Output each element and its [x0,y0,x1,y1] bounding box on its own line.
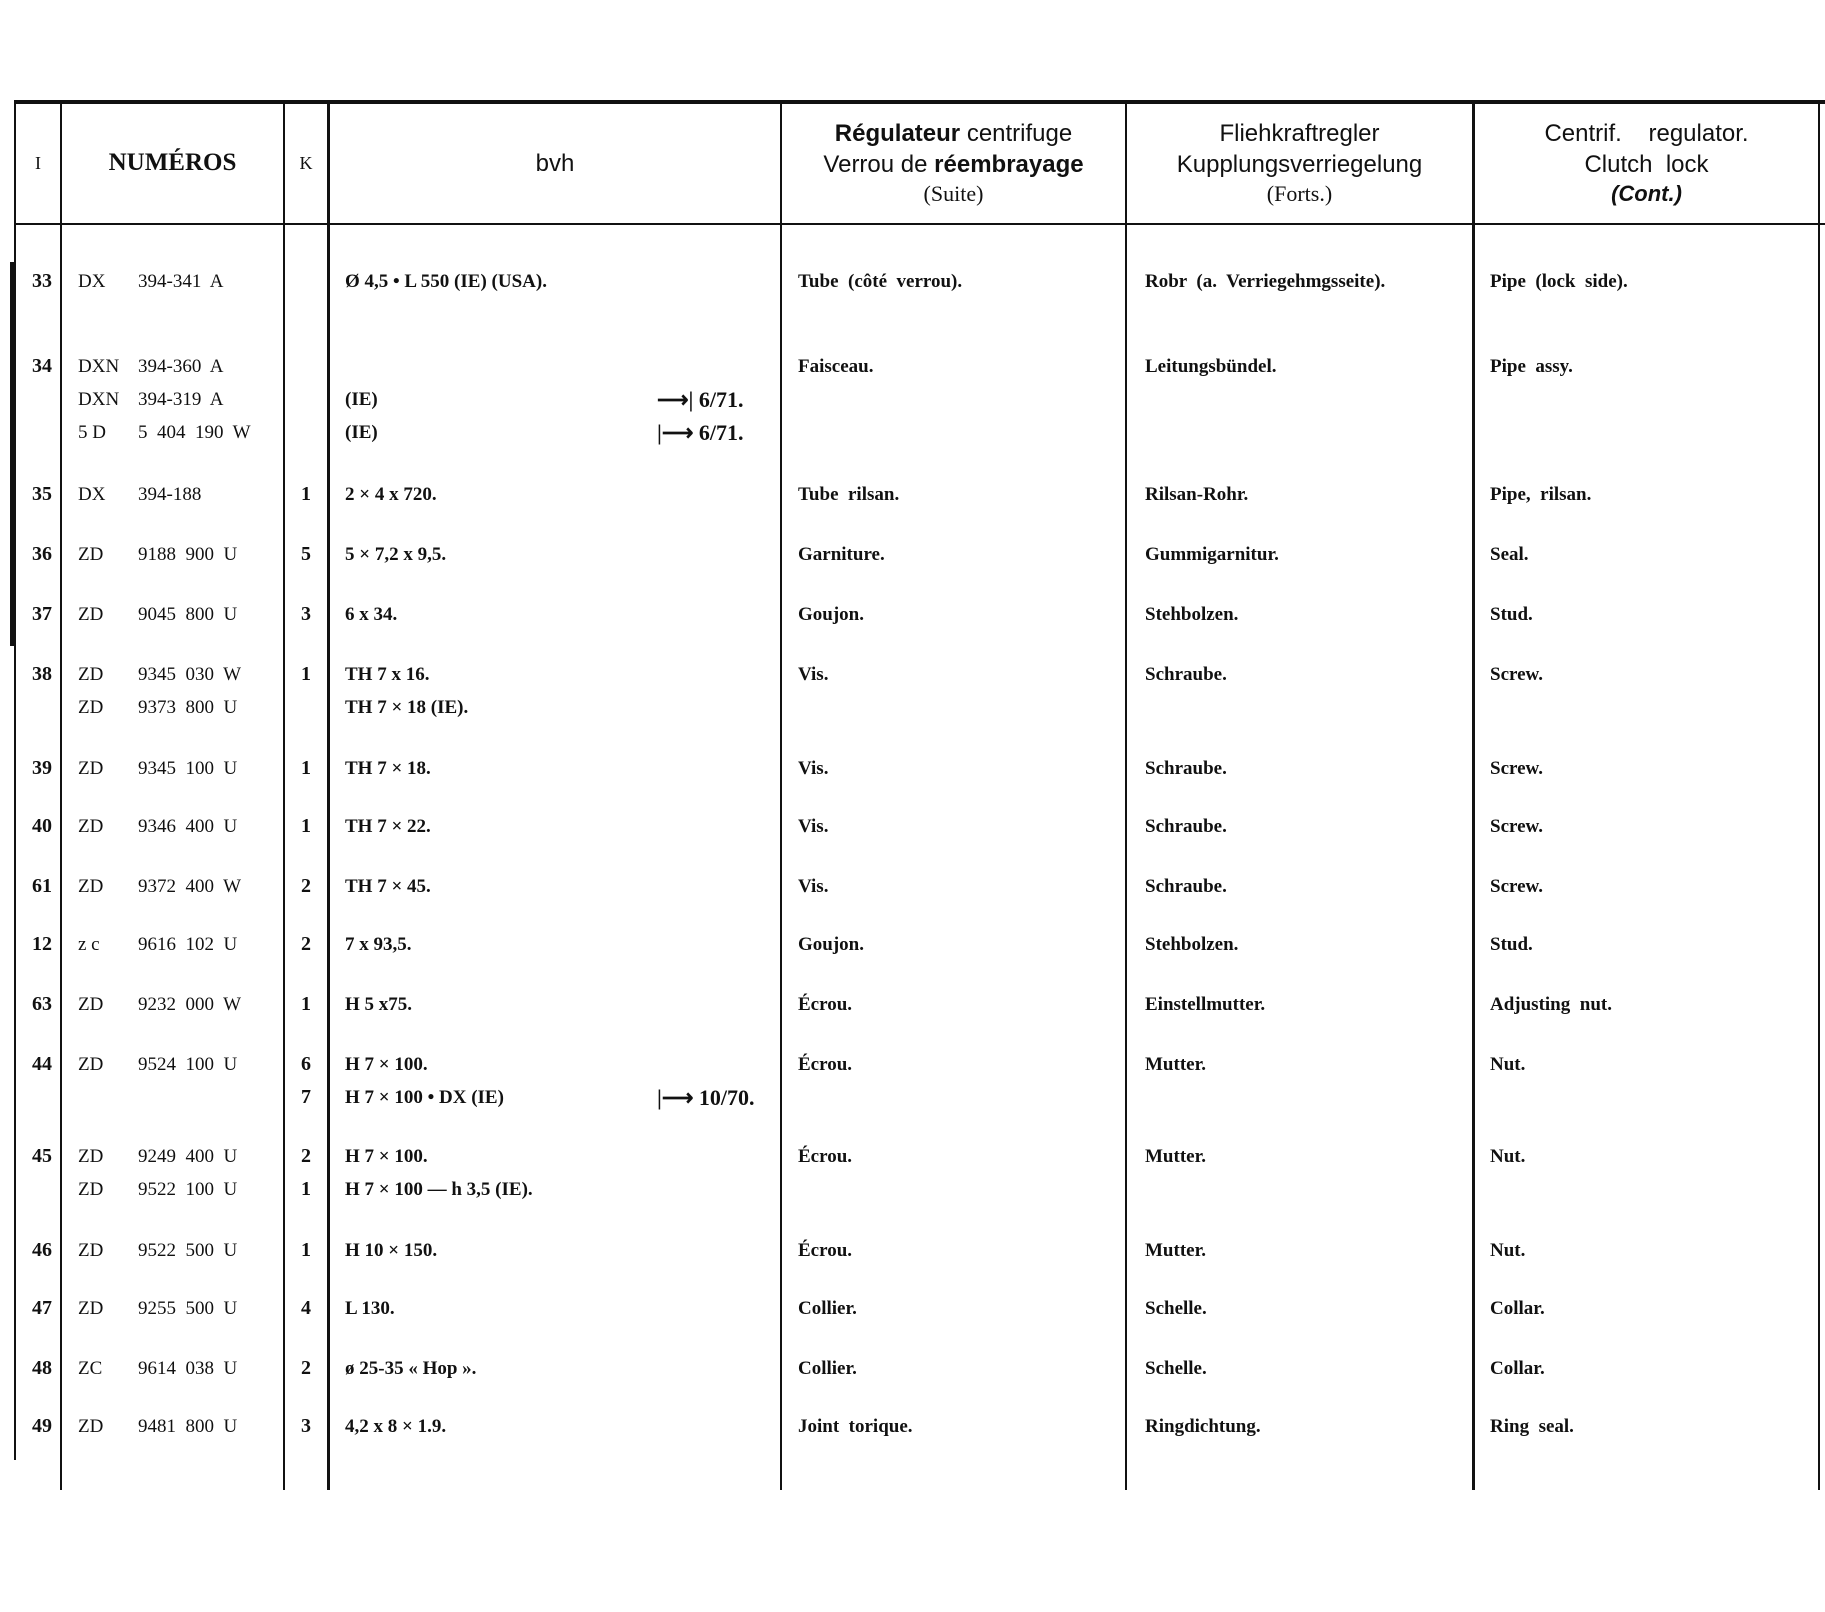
spec-line [345,752,765,785]
specification [345,1292,765,1325]
spec-line [345,810,765,843]
part-code: 9372 400 W [138,876,242,897]
item-number: 47 [32,1297,52,1319]
spec-line [345,538,765,571]
part-references [78,1048,278,1081]
item-number: 61 [32,875,52,897]
header-rule [14,223,1825,225]
quantity-value: 2 [301,1145,311,1167]
spec-text: H 7 × 100 — h 3,5 (IE). [345,1179,533,1200]
description-french: Vis. [798,758,829,779]
description-german: Schraube. [1145,758,1227,779]
part-number [78,265,278,298]
part-number [78,1234,278,1267]
quantity-value: 1 [301,1239,311,1261]
description-english: Seal. [1490,544,1529,565]
part-prefix: ZD [78,816,104,837]
specification [345,538,765,571]
specification [345,870,765,903]
spec-text: 6 x 34. [345,604,398,625]
item-number: 45 [32,1145,52,1167]
quantity-k [286,1352,326,1385]
description-german: Rilsan-Rohr. [1145,484,1249,505]
part-code: 394-341 A [138,271,224,292]
description-french: Écrou. [798,1240,853,1261]
column-divider [327,100,330,1490]
description-german: Schelle. [1145,1298,1207,1319]
specification [345,928,765,961]
header-french: Régulateur centrifuge Verrou de réembrayage (Suite) [823,120,1084,207]
part-prefix: ZD [78,697,104,718]
description-french: Goujon. [798,934,864,955]
part-code: 9616 102 U [138,934,238,955]
spec-text: 5 × 7,2 x 9,5. [345,544,447,565]
part-references [78,265,278,298]
part-prefix: ZD [78,876,104,897]
part-number [78,416,278,449]
part-references [78,1140,278,1206]
description-german: Schraube. [1145,816,1227,837]
item-number: 63 [32,993,52,1015]
spec-line [345,1234,765,1267]
column-divider [283,100,285,1490]
quantity-k [286,810,326,843]
specification [345,1234,765,1267]
part-number [78,1048,278,1081]
column-divider [1818,100,1820,1490]
part-code: 9345 100 U [138,758,238,779]
part-references [78,598,278,631]
item-number: 48 [32,1357,52,1379]
part-code: 9255 500 U [138,1298,238,1319]
part-number [78,598,278,631]
quantity-value: 6 [301,1053,311,1075]
quantity-value: 2 [301,875,311,897]
description-german: Stehbolzen. [1145,934,1239,955]
part-number [78,350,278,383]
specification [345,1352,765,1385]
quantity-k [286,1048,326,1114]
item-number: 33 [32,270,52,292]
spec-text: H 10 × 150. [345,1240,438,1261]
header-k: K [299,152,313,173]
description-german: Gummigarnitur. [1145,544,1279,565]
part-references [78,928,278,961]
part-code: 9522 100 U [138,1179,238,1200]
item-number: 39 [32,757,52,779]
description-english: Screw. [1490,876,1543,897]
spec-line [345,988,765,1021]
part-references [78,658,278,724]
spec-line [345,1140,765,1173]
description-english: Screw. [1490,664,1543,685]
specification [345,1048,765,1114]
part-code: 9188 900 U [138,544,238,565]
item-number: 37 [32,603,52,625]
spec-line [345,691,765,724]
part-references [78,538,278,571]
quantity-value: 1 [301,483,311,505]
quantity-k [286,928,326,961]
part-references [78,1234,278,1267]
quantity-k [286,1234,326,1267]
description-german: Mutter. [1145,1146,1207,1167]
spec-text: TH 7 × 45. [345,876,431,897]
part-number [78,1292,278,1325]
spec-text: (IE) [345,389,378,410]
part-code: 9481 800 U [138,1416,238,1437]
quantity-k [286,478,326,511]
header-german: Fliehkraftregler Kupplungsverriegelung (Forts.) [1176,120,1423,207]
spec-text: Ø 4,5 • L 550 (IE) (USA). [345,271,547,292]
description-german: Stehbolzen. [1145,604,1239,625]
part-number [78,658,278,691]
description-german: Leitungsbündel. [1145,356,1277,377]
header-english: Centrif. regulator. Clutch lock (Cont.) [1544,120,1749,207]
description-french: Goujon. [798,604,864,625]
item-number: 44 [32,1053,52,1075]
description-french: Écrou. [798,1054,853,1075]
description-french: Collier. [798,1358,857,1379]
revision-bar [10,262,15,646]
part-references [78,350,278,449]
part-number [78,1173,278,1206]
spec-text: 4,2 x 8 × 1.9. [345,1416,447,1437]
column-divider [60,100,62,1490]
part-references [78,988,278,1021]
item-number: 38 [32,663,52,685]
quantity-k [286,658,326,691]
spec-line [345,870,765,903]
part-prefix: ZC [78,1358,103,1379]
description-english: Adjusting nut. [1490,994,1612,1015]
quantity-k [286,1140,326,1206]
specification [345,1140,765,1206]
item-number: 49 [32,1415,52,1437]
part-number [78,1410,278,1443]
description-german: Robr (a. Verriegehmgsseite). [1145,271,1386,292]
description-french: Tube rilsan. [798,484,900,505]
part-number [78,538,278,571]
spec-text: TH 7 x 16. [345,664,430,685]
quantity-value: 1 [301,1178,311,1200]
description-german: Mutter. [1145,1240,1207,1261]
part-code: 394-319 A [138,389,224,410]
quantity-value: 2 [301,933,311,955]
part-code: 5 404 190 W [138,422,251,443]
date-marker: ⟶| 6/71. [657,387,744,412]
spec-text: TH 7 × 22. [345,816,431,837]
quantity-k [286,752,326,785]
part-number [78,478,278,511]
item-number: 46 [32,1239,52,1261]
part-prefix: ZD [78,1298,104,1319]
quantity-value: 1 [301,993,311,1015]
quantity-value: 5 [301,543,311,565]
spec-line [345,928,765,961]
part-code: 394-360 A [138,356,224,377]
part-prefix: DXN [78,389,120,410]
part-prefix: ZD [78,1179,104,1200]
spec-line [345,1081,765,1114]
quantity-k [286,870,326,903]
spec-line [345,478,765,511]
part-code: 9345 030 W [138,664,242,685]
part-prefix: DXN [78,356,120,377]
quantity-value: 1 [301,757,311,779]
description-english: Screw. [1490,758,1543,779]
item-number: 36 [32,543,52,565]
part-number [78,1140,278,1173]
description-english: Pipe (lock side). [1490,271,1628,292]
specification [345,752,765,785]
part-number [78,752,278,785]
spec-text: L 130. [345,1298,395,1319]
part-references [78,752,278,785]
part-prefix: ZD [78,544,104,565]
part-references [78,478,278,511]
part-code: 9524 100 U [138,1054,238,1075]
quantity-value: 7 [301,1086,311,1108]
description-french: Vis. [798,664,829,685]
description-german: Schraube. [1145,664,1227,685]
item-number: 40 [32,815,52,837]
description-german: Einstellmutter. [1145,994,1266,1015]
part-code: 9373 800 U [138,697,238,718]
part-code: 9232 000 W [138,994,242,1015]
part-prefix: ZD [78,1240,104,1261]
quantity-k [286,988,326,1021]
part-code: 9249 400 U [138,1146,238,1167]
description-english: Ring seal. [1490,1416,1574,1437]
description-english: Collar. [1490,1298,1545,1319]
part-prefix: 5 D [78,422,106,443]
header-spec: bvh [535,149,575,177]
description-english: Nut. [1490,1054,1526,1075]
spec-line [345,416,765,449]
spec-text: (IE) [345,422,378,443]
quantity-k [286,538,326,571]
item-number: 35 [32,483,52,505]
spec-line [345,1173,765,1206]
spec-text: H 7 × 100 • DX (IE) [345,1087,504,1108]
description-french: Faisceau. [798,356,874,377]
quantity-value: 1 [301,815,311,837]
spec-line [345,1352,765,1385]
part-number [78,691,278,724]
part-code: 9045 800 U [138,604,238,625]
spec-text: H 7 × 100. [345,1146,428,1167]
item-number: 34 [32,355,52,377]
column-divider [780,100,782,1490]
part-number [78,810,278,843]
column-divider [1125,100,1127,1490]
spec-line [345,1292,765,1325]
spec-text: H 5 x75. [345,994,413,1015]
part-references [78,1352,278,1385]
description-english: Pipe assy. [1490,356,1573,377]
part-number [78,870,278,903]
spec-line [345,265,765,298]
spec-line [345,383,765,416]
specification [345,988,765,1021]
part-number [78,1352,278,1385]
description-french: Écrou. [798,1146,853,1167]
part-number [78,988,278,1021]
quantity-k [286,598,326,631]
part-prefix: ZD [78,1146,104,1167]
part-code: 394-188 [138,484,202,505]
part-references [78,870,278,903]
spec-line [345,658,765,691]
description-english: Nut. [1490,1146,1526,1167]
description-french: Collier. [798,1298,857,1319]
part-number [78,383,278,416]
part-code: 9346 400 U [138,816,238,837]
description-english: Collar. [1490,1358,1545,1379]
quantity-value: 3 [301,603,311,625]
specification [345,350,765,449]
description-french: Garniture. [798,544,885,565]
spec-text: 7 x 93,5. [345,934,412,955]
part-code: 9614 038 U [138,1358,238,1379]
spec-text: 2 × 4 x 720. [345,484,437,505]
part-references [78,1292,278,1325]
description-english: Pipe, rilsan. [1490,484,1592,505]
quantity-k [286,1410,326,1443]
part-prefix: ZD [78,664,104,685]
description-french: Vis. [798,816,829,837]
part-prefix: ZD [78,1054,104,1075]
specification [345,658,765,724]
part-prefix: z c [78,934,100,955]
spec-text: TH 7 × 18. [345,758,431,779]
description-german: Schraube. [1145,876,1227,897]
part-prefix: DX [78,484,106,505]
header-numbers: NUMÉROS [108,149,237,177]
specification [345,598,765,631]
part-prefix: ZD [78,758,104,779]
quantity-value: 4 [301,1297,311,1319]
spec-text: ø 25-35 « Hop ». [345,1358,477,1379]
part-code: 9522 500 U [138,1240,238,1261]
description-english: Nut. [1490,1240,1526,1261]
item-number: 12 [32,933,52,955]
specification [345,265,765,298]
description-french: Joint torique. [798,1416,913,1437]
description-english: Stud. [1490,604,1533,625]
part-prefix: ZD [78,1416,104,1437]
spec-line [345,350,765,383]
spec-text: H 7 × 100. [345,1054,428,1075]
description-english: Screw. [1490,816,1543,837]
quantity-value: 2 [301,1357,311,1379]
quantity-value: 1 [301,663,311,685]
spec-line [345,1048,765,1081]
specification [345,810,765,843]
header-index: I [35,152,41,173]
description-french: Écrou. [798,994,853,1015]
quantity-k [286,1292,326,1325]
part-references [78,810,278,843]
description-french: Vis. [798,876,829,897]
quantity-value: 3 [301,1415,311,1437]
description-english: Stud. [1490,934,1533,955]
part-references [78,1410,278,1443]
specification [345,1410,765,1443]
part-prefix: ZD [78,994,104,1015]
description-german: Schelle. [1145,1358,1207,1379]
description-german: Mutter. [1145,1054,1207,1075]
specification [345,478,765,511]
spec-line [345,1410,765,1443]
part-prefix: ZD [78,604,104,625]
date-marker: |⟶ 6/71. [657,420,744,445]
part-prefix: DX [78,271,106,292]
spec-line [345,598,765,631]
column-divider [1472,100,1475,1490]
description-german: Ringdichtung. [1145,1416,1261,1437]
part-number [78,928,278,961]
description-french: Tube (côté verrou). [798,271,963,292]
date-marker: |⟶ 10/70. [657,1085,755,1110]
spec-text: TH 7 × 18 (IE). [345,697,469,718]
